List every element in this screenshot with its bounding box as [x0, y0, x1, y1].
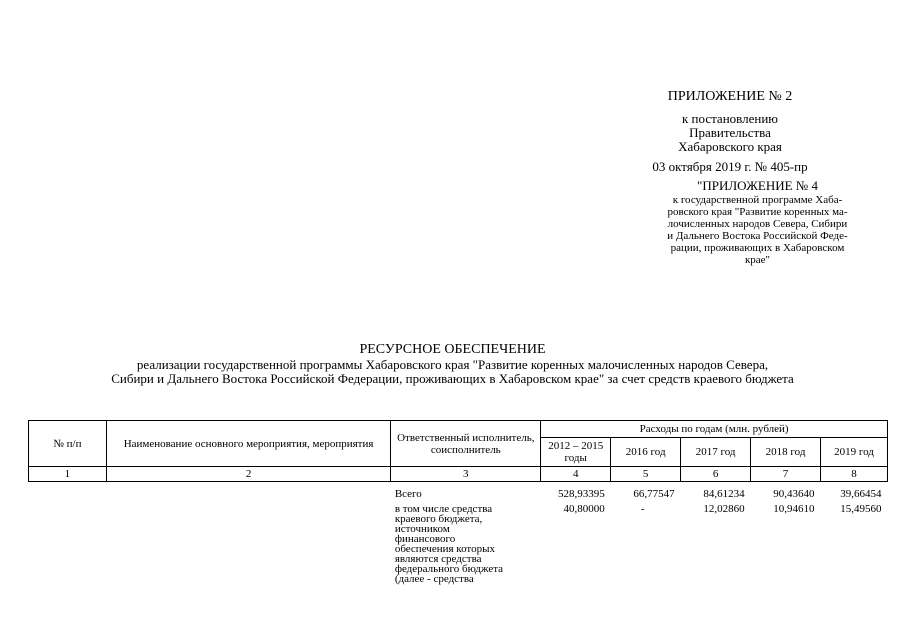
column-number: 1 [29, 467, 107, 482]
table-row [29, 500, 888, 584]
appendix-4-line: и Дальнего Востока Российской Феде- [667, 230, 848, 242]
value-cell: 12,02860 [703, 503, 745, 515]
empty-cell [29, 500, 107, 584]
appendix-4-line: рации, проживающих в Хабаровском [670, 242, 845, 254]
appendix-2-block [600, 90, 860, 174]
column-numbers-row [29, 467, 888, 482]
appendix-4-block [640, 180, 875, 266]
appendix-4-line: ровского края "Развитие коренных ма- [667, 206, 848, 218]
column-number: 5 [611, 467, 681, 482]
value-cell: 84,61234 [703, 488, 745, 500]
header-year: 2016 год [611, 438, 681, 467]
value-cell: 40,80000 [563, 503, 605, 515]
header-expenses: Расходы по годам (млн. рублей) [541, 421, 888, 438]
executor-cell: Всего [394, 488, 422, 500]
appendix-4-line: крае" [744, 254, 771, 266]
value-cell: 15,49560 [840, 503, 882, 515]
header-year: 2012 – 2015 годы [541, 438, 611, 467]
appendix-2-line: к постановлению [681, 111, 779, 126]
table-row [29, 482, 888, 501]
column-number: 8 [821, 467, 888, 482]
column-number: 3 [391, 467, 541, 482]
empty-cell [29, 482, 107, 501]
value-cell: - [640, 503, 645, 515]
column-number: 2 [106, 467, 390, 482]
column-number: 4 [541, 467, 611, 482]
appendix-4-line: лочисленных народов Севера, Сибири [667, 218, 848, 230]
header-activity-name: Наименование основного мероприятия, мероприятия [106, 421, 390, 467]
appendix-4-line: к государственной программе Хаба- [672, 194, 843, 206]
header-year: 2019 год [821, 438, 888, 467]
empty-cell [106, 500, 390, 584]
column-number: 6 [681, 467, 751, 482]
value-cell: 39,66454 [840, 488, 882, 500]
header-number: № п/п [29, 421, 107, 467]
column-number: 7 [751, 467, 821, 482]
empty-cell [106, 482, 390, 501]
appendix-2-date: 03 октября 2019 г. № 405-пр [652, 159, 808, 174]
header-year: 2018 год [751, 438, 821, 467]
document-title: РЕСУРСНОЕ ОБЕСПЕЧЕНИЕ [359, 342, 546, 357]
header-executor: Ответственный исполнитель, соисполнитель [391, 421, 541, 467]
resource-table [28, 420, 888, 584]
value-cell: 90,43640 [773, 488, 815, 500]
document-subtitle-line: реализации государственной программы Хабаровского края "Развитие коренных малочисленных народов Севера, [136, 357, 769, 372]
executor-cell [391, 500, 541, 584]
value-cell: 10,94610 [773, 503, 815, 515]
appendix-2-line: Правительства [689, 125, 771, 140]
value-cell: 528,93395 [557, 488, 605, 500]
document-heading [0, 342, 905, 386]
appendix-2-title: ПРИЛОЖЕНИЕ № 2 [667, 89, 793, 104]
value-cell: 66,77547 [633, 488, 675, 500]
appendix-2-line: Хабаровского края [678, 139, 782, 154]
header-year: 2017 год [681, 438, 751, 467]
appendix-4-title: "ПРИЛОЖЕНИЕ № 4 [697, 178, 818, 193]
executor-text: в том числе средства краевого бюджета, источником финансового обеспечения которых являются средства федерального бюджета (далее - средства [394, 503, 504, 585]
document-subtitle-line: Сибири и Дальнего Востока Российской Федерации, проживающих в Хабаровском крае" за счет средств краевого бюджета [111, 371, 794, 386]
